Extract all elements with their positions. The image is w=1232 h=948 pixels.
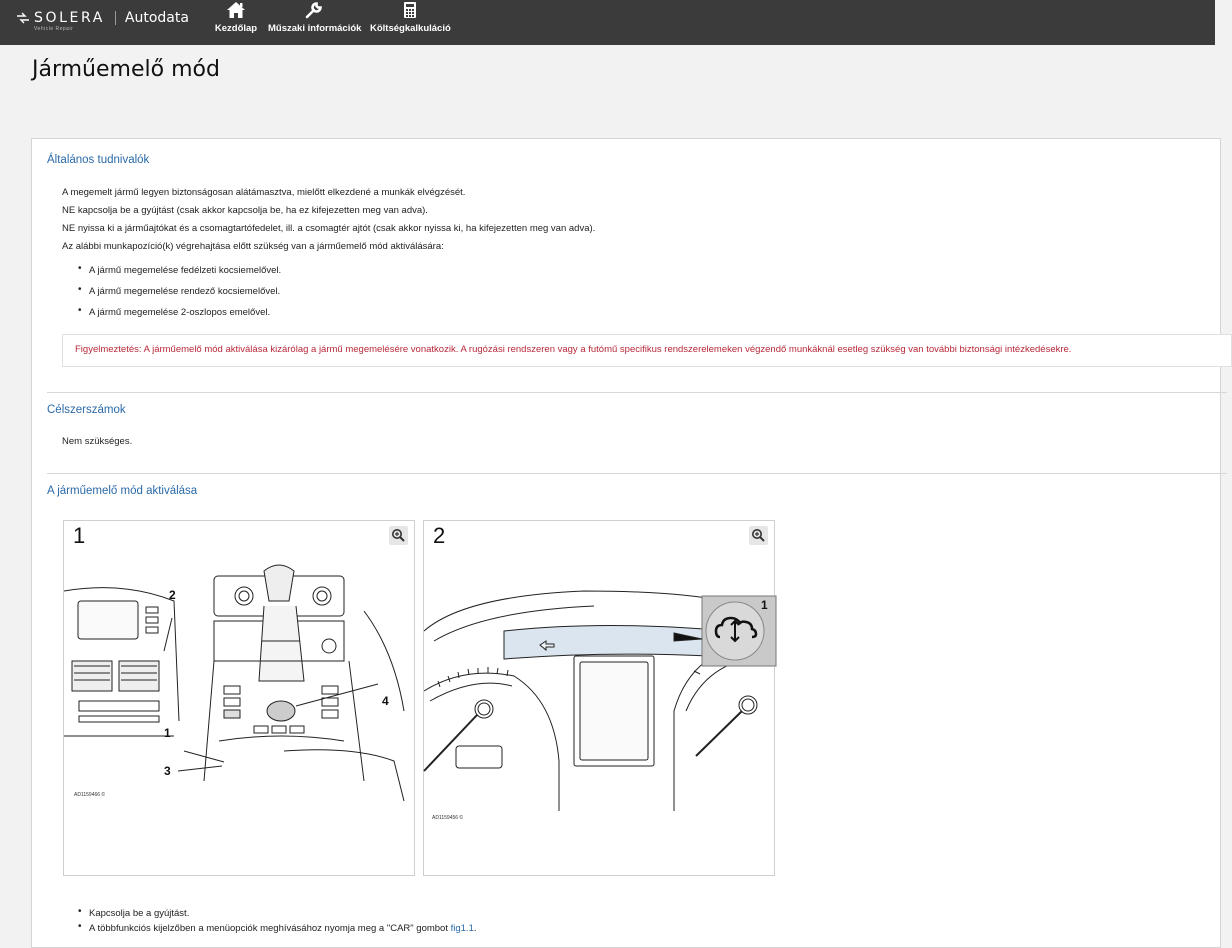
list-item: • A jármű megemelése rendező kocsiemelővel. (78, 286, 281, 307)
zoom-in-icon (749, 526, 768, 545)
warning-box: Figyelmeztetés: A járműemelő mód aktiválása kizárólag a jármű megemelésére vonatkozik. A rugózási rendszeren vagy a futómű specifikus rendszerelemeken végzendő munkáknál esetleg szükség van további biztonsági intézkedésekre. (62, 334, 1232, 367)
nav-technical-info-label: Műszaki információk (268, 23, 362, 34)
figure-number: 2 (433, 523, 446, 548)
activation-steps (78, 908, 477, 938)
page-title: Járműemelő mód (32, 57, 220, 82)
zoom-button[interactable] (389, 526, 408, 545)
lifting-list (78, 265, 281, 328)
figure-number: 1 (73, 523, 86, 548)
wrench-icon (305, 1, 323, 19)
figure-link[interactable]: fig1.1 (450, 923, 474, 934)
home-icon (226, 1, 246, 19)
product-name: Autodata (124, 10, 189, 26)
callout-1: 1 (164, 726, 171, 740)
calculator-icon (403, 1, 417, 19)
tools-text: Nem szükséges. (62, 436, 133, 447)
nav-home-label: Kezdőlap (214, 23, 258, 34)
list-item (78, 908, 477, 923)
figure-1[interactable] (63, 520, 415, 876)
nav-home[interactable] (213, 0, 259, 45)
section-title-activation: A járműemelő mód aktiválása (47, 485, 198, 497)
callout-4: 4 (382, 694, 389, 708)
zoom-button[interactable] (749, 526, 768, 545)
figure-2[interactable] (423, 520, 775, 876)
general-line: Az alábbi munkapozíció(k) végrehajtása előtt szükség van a járműemelő mód aktiválására: (62, 241, 444, 252)
general-text (62, 184, 595, 256)
step-text: A többfunkciós kijelzőben a menüopciók meghívásához nyomja meg a "CAR" gombot (89, 923, 451, 934)
callout-2: 2 (169, 588, 176, 602)
general-line: A megemelt jármű legyen biztonságosan alátámasztva, mielőtt elkezdené a munkák elvégzését. (62, 187, 466, 198)
general-line: NE kapcsolja be a gyújtást (csak akkor kapcsolja be, ha ez kifejezetten meg van adva). (62, 205, 428, 216)
section-divider (47, 473, 1227, 474)
list-item: • A jármű megemelése 2-oszlopos emelővel. (78, 307, 281, 328)
solera-logo-icon (16, 11, 30, 25)
nav-technical-info[interactable] (268, 0, 360, 45)
figure-code: AD1159456 © (432, 815, 464, 821)
logo-separator (115, 11, 116, 25)
content-panel (31, 138, 1221, 948)
general-line: NE nyissa ki a járműajtókat és a csomagtartófedelet, ill. a csomagtér ajtót (csak akkor nyissa ki, ha kifejezetten meg van adva). (62, 223, 596, 234)
brand-subtitle: Vehicle Repair (34, 26, 74, 32)
step-text: Kapcsolja be a gyújtást. (89, 908, 190, 919)
instrument-cluster-drawing (424, 561, 776, 821)
figure-code: AD1159466 © (74, 792, 106, 798)
dashboard-console-drawing (64, 561, 416, 811)
nav-cost-calc[interactable] (370, 0, 450, 45)
logo[interactable] (16, 10, 189, 32)
step-text-end: . (473, 923, 477, 934)
section-title-tools: Célszerszámok (47, 404, 126, 416)
list-item: • A jármű megemelése fedélzeti kocsiemelővel. (78, 265, 281, 286)
callout-1: 1 (761, 598, 768, 612)
brand-name: SOLERA (34, 10, 105, 26)
section-divider (47, 392, 1227, 393)
nav-cost-calc-label: Költségkalkuláció (370, 23, 451, 34)
top-navigation-bar (0, 0, 1215, 45)
list-item (78, 923, 477, 938)
section-title-general: Általános tudnivalók (47, 154, 150, 166)
zoom-in-icon (389, 526, 408, 545)
callout-3: 3 (164, 764, 171, 778)
